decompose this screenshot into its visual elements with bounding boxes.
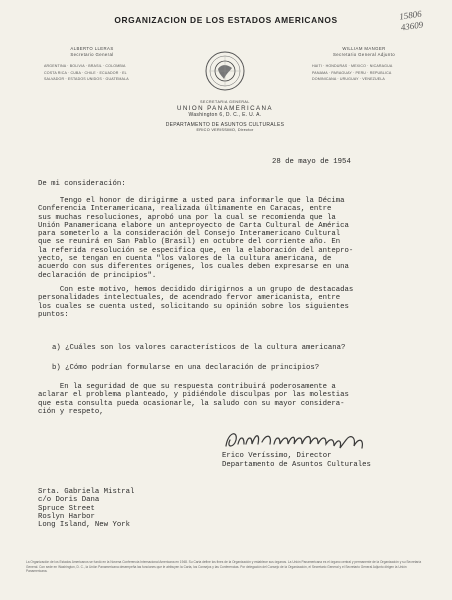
letterhead-center (150, 100, 300, 132)
paragraph-1: Tengo el honor de dirigirme a usted para informarle que la Décima Conferencia Interamericana, realizada últimamente en Caracas, entre sus muchas resoluciones, aprobó una por la cual se recomienda que la Unión Panamericana elabore un anteproyecto de Carta Cultural de América para someterlo a la consideración del Consejo Interamericano Cultural que se reunirá en San Pablo (Brasil) en octubre del corriente año. En la referida resolución se especifica que, en la elaboración del antepro- yecto, se tengan en cuenta "los valores de la cultura americana, de acuerdo con sus diferentes orígenes, los cuales deben expresarse en una declaración de principios". (38, 197, 354, 280)
left-officer-name: ALBERTO LLERAS (70, 46, 114, 51)
salutation: De mi consideración: (38, 180, 126, 188)
left-officer-role: Secretario General (70, 52, 114, 58)
paragraph-2: Con este motivo, hemos decidido dirigirnos a un grupo de destacadas personalidades intelectuales, de acendrado fervor americanista, entre los cuales se cuenta usted, solicitando su opinión sobre los siguientes puntos: (38, 286, 354, 319)
recipient-address: Srta. Gabriela Mistral c/o Doris Dana Spruce Street Roslyn Harbor Long Island, New York (38, 488, 135, 530)
footer-note: La Organización de los Estados Americanos se fundó en la Novena Conferencia Internacional Americana en 1948. Su Carta define los fines de la Organización y establece sus órganos. La Unión Panamericana es el órgano central y permanente de la Organización y su Secretaría General. Con sede en Washington, D. C., la Unión Panamericana desempeña las funciones que le atribuyen la Carta, los Consejos y las Conferencias. Por delegación del Consejo de la Organización, el Secretario General y el Secretario General Adjunto dirigen la Unión Panamericana. (26, 560, 422, 574)
left-countries-line-1: ARGENTINA · BOLIVIA · BRASIL · COLOMBIA (44, 64, 126, 69)
right-countries-line-2: PANAMA · PARAGUAY · PERU · REPUBLICA (312, 70, 392, 75)
left-countries-line-2: COSTA RICA · CUBA · CHILE · ECUADOR · EL (44, 70, 127, 75)
paragraph-3: En la seguridad de que su respuesta contribuirá poderosamente a aclarar el problema planteado, y pidiéndole disculpas por las molestias que esta consulta pueda ocasionarle, la saludo con su mayor considera- ción y respeto, (38, 383, 349, 416)
department-director: ERICO VERISSIMO, Director (196, 128, 254, 132)
department-name: DEPARTAMENTO DE ASUNTOS CULTURALES (165, 122, 285, 128)
secretariat-label: SECRETARIA GENERAL (200, 100, 250, 104)
archive-annotation (399, 9, 424, 34)
oas-seal-icon (204, 50, 246, 92)
right-countries-line-1: HAITI · HONDURAS · MEXICO · NICARAGUA (312, 64, 393, 69)
letter-date: 28 de mayo de 1954 (272, 158, 351, 166)
right-countries-line-3: DOMINICANA · URUGUAY · VENEZUELA (312, 76, 385, 81)
union-name: UNION PANAMERICANA (177, 105, 273, 112)
question-b: b) ¿Cómo podrían formularse en una declaración de principios? (52, 364, 320, 372)
signature-icon (222, 426, 392, 454)
organization-name: ORGANIZACION DE LOS ESTADOS AMERICANOS (114, 15, 338, 25)
annotation-line-1: 15806 (398, 8, 423, 22)
left-officer-block (44, 46, 140, 82)
right-officer-role: Secretario General Adjunto (333, 52, 395, 58)
question-a: a) ¿Cuáles son los valores característicos de la cultura americana? (52, 344, 346, 352)
signer-name: Erico Veríssimo, Director (222, 452, 332, 460)
right-officer-block (312, 46, 416, 82)
city-address: Washington 6, D. C., E. U. A. (188, 112, 262, 118)
right-officer-name: WILLIAM MANGER (342, 46, 386, 51)
annotation-line-2: 43609 (400, 19, 424, 33)
signer-department: Departamento de Asuntos Culturales (222, 461, 371, 469)
left-countries-line-3: SALVADOR · ESTADOS UNIDOS · GUATEMALA (44, 76, 129, 81)
